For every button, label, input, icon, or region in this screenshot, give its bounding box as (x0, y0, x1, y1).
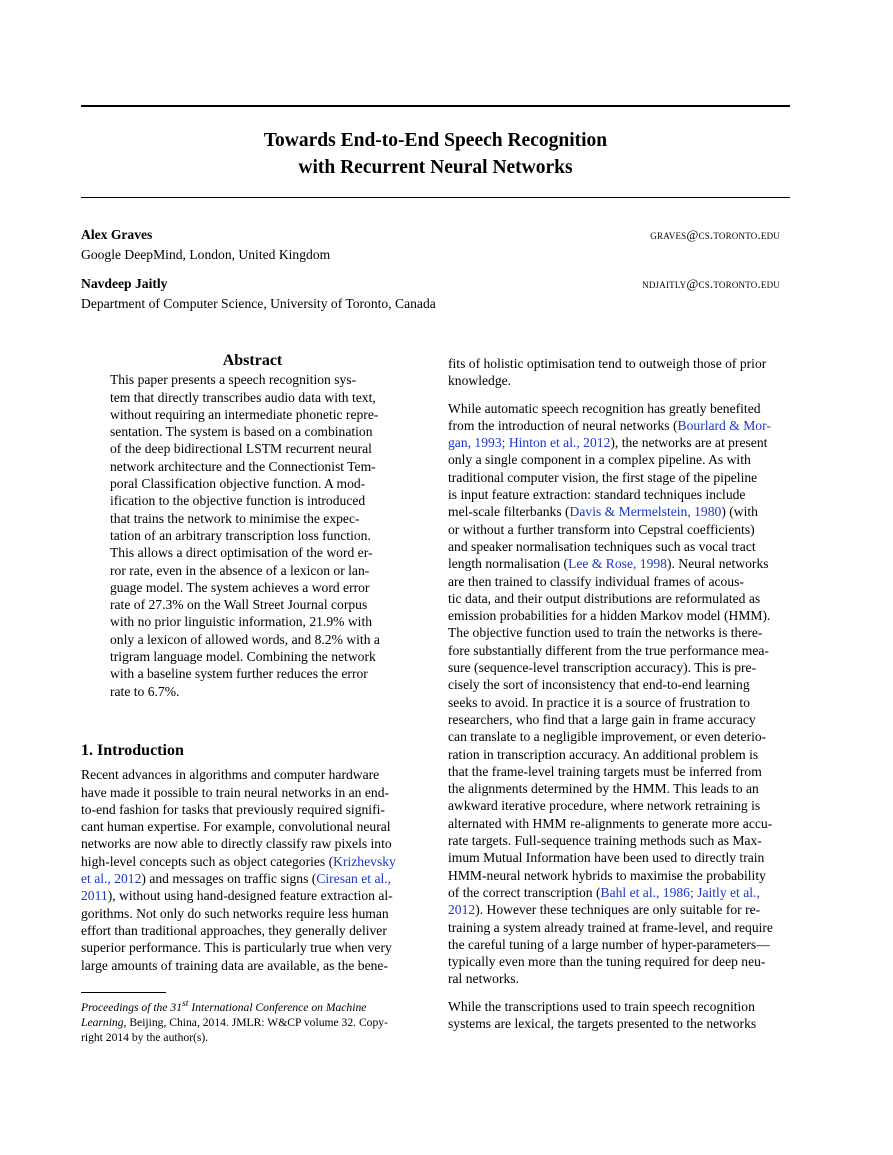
right-column (448, 355, 790, 1032)
text-line: effort than traditional approaches, they generally deliver (81, 922, 387, 938)
footnote-line (81, 996, 424, 1015)
text-line: large amounts of training data are available, as the bene- (81, 957, 388, 973)
abstract-line: tem that directly transcribes audio data with text, (110, 389, 376, 405)
paper-title (81, 127, 790, 181)
citation-link[interactable]: Ciresan et al., (316, 871, 392, 887)
intro-paragraph (81, 766, 424, 974)
footnote-sup: st (182, 998, 189, 1009)
text-line (81, 870, 424, 887)
text-line: gorithms. Not only do such networks require less human (81, 905, 389, 921)
text-line: are then trained to classify individual frames of acous- (448, 573, 744, 589)
text-line: emission probabilities for a hidden Markov model (HMM). (448, 608, 771, 624)
text-fragment: ). However these techniques are only suitable for re- (475, 902, 761, 918)
text-line: and speaker normalisation techniques such as vocal tract (448, 538, 756, 554)
abstract-line: poral Classification objective function. A mod- (110, 476, 366, 492)
text-line: awkward iterative procedure, where network retraining is (448, 798, 761, 814)
text-line: seeks to avoid. In practice it is a source of frustration to (448, 694, 750, 710)
section-heading: 1. Introduction (81, 742, 184, 759)
title-top-rule (81, 105, 790, 107)
citation-separator: ; (501, 435, 509, 451)
text-line (448, 884, 790, 901)
footnote-block (81, 992, 424, 1045)
footnote-conference: International Conference on Machine (188, 1000, 367, 1014)
abstract-line: rate of 27.3% on the Wall Street Journal corpus (110, 597, 368, 613)
citation-link[interactable]: Jaitly et al., (697, 884, 760, 900)
author-affiliation: Google DeepMind, London, United Kingdom (81, 247, 331, 262)
author-1 (81, 225, 780, 265)
paragraph (448, 400, 790, 988)
paragraph (448, 998, 790, 1033)
introduction-section (81, 742, 424, 974)
text-line: While the transcriptions used to train speech recognition (448, 998, 755, 1014)
footnote-text: , Beijing, China, 2014. JMLR: W&CP volume 32. Copy- (123, 1015, 388, 1029)
text-line: sure (sequence-level transcription accuracy). This is pre- (448, 660, 757, 676)
text-line: is input feature extraction: standard techniques include (448, 487, 746, 503)
text-line (81, 887, 424, 904)
citation-link[interactable]: Bourlard & Mor- (677, 417, 771, 433)
text-fragment: ), without using hand-designed feature extraction al- (107, 888, 393, 904)
text-line: alternated with HMM re-alignments to generate more accu- (448, 815, 773, 831)
abstract-line: of the deep bidirectional LSTM recurrent neural (110, 441, 372, 457)
text-line: knowledge. (448, 373, 512, 389)
citation-link[interactable]: Lee & Rose, 1998 (568, 556, 667, 572)
text-line: the careful tuning of a large number of hyper-parameters— (448, 936, 770, 952)
text-fragment: ). Neural networks (666, 556, 769, 572)
citation-link[interactable]: 2011 (81, 888, 108, 904)
text-fragment: from the introduction of neural networks ( (448, 417, 678, 433)
text-fragment: mel-scale filterbanks ( (448, 504, 570, 520)
text-line: or without a further transform into Cepstral coefficients) (448, 521, 755, 537)
author-affiliation: Department of Computer Science, University of Toronto, Canada (81, 296, 436, 311)
abstract-line: This allows a direct optimisation of the word er- (110, 545, 373, 561)
abstract-line: with no prior linguistic information, 21.9% with (110, 614, 373, 630)
author-2 (81, 274, 780, 314)
text-line: fore substantially different from the true performance mea- (448, 642, 769, 658)
abstract-line: ification to the objective function is introduced (110, 493, 366, 509)
text-line (448, 417, 790, 434)
text-line (448, 434, 790, 451)
text-fragment: ), the networks are at present (610, 435, 768, 451)
text-line: HMM-neural network hybrids to maximise the probability (448, 867, 766, 883)
citation-link[interactable]: Hinton et al., 2012 (508, 435, 611, 451)
text-fragment: of the correct transcription ( (448, 884, 601, 900)
text-line: the alignments determined by the HMM. This leads to an (448, 781, 759, 797)
abstract-line: This paper presents a speech recognition sys- (110, 372, 357, 388)
text-line: ration in transcription accuracy. An additional problem is (448, 746, 759, 762)
text-line: superior performance. This is particularly true when very (81, 940, 392, 956)
footnote-learning: Learning (81, 1015, 124, 1029)
text-line: systems are lexical, the targets presented to the networks (448, 1015, 757, 1031)
abstract-line: trigram language model. Combining the network (110, 649, 376, 665)
text-fragment: high-level concepts such as object categories (81, 853, 329, 869)
text-fragment: ) (with (721, 504, 758, 520)
title-line-1: Towards End-to-End Speech Recognition (263, 130, 608, 151)
text-line (81, 853, 424, 870)
text-line: cisely the sort of inconsistency that end-to-end learning (448, 677, 750, 693)
footnote-proceedings: Proceedings of the 31 (81, 1000, 182, 1014)
footnote-line: right 2014 by the author(s). (81, 1030, 209, 1044)
text-line: Recent advances in algorithms and computer hardware (81, 767, 380, 783)
text-line: While automatic speech recognition has greatly benefited (448, 400, 761, 416)
citation-link[interactable]: Davis & Mermelstein, 1980 (569, 504, 722, 520)
text-line: to-end fashion for tasks that previously required signifi- (81, 801, 385, 817)
author-name: Alex Graves (81, 227, 153, 242)
footnote (81, 996, 424, 1045)
abstract-line: without requiring an intermediate phonetic repre- (110, 406, 379, 422)
title-line-2: with Recurrent Neural Networks (298, 157, 573, 178)
abstract-line: tation of an arbitrary transcription loss function. (110, 527, 371, 543)
footnote-line (81, 1015, 424, 1030)
text-fragment: ) and messages on traffic signs ( (141, 871, 317, 887)
text-line: cant human expertise. For example, convolutional neural (81, 819, 391, 835)
text-line: only a single component in a complex pipeline. As with (448, 452, 751, 468)
citation-link[interactable]: Bahl et al., 1986 (600, 884, 690, 900)
citation-link[interactable]: et al., 2012 (81, 871, 142, 887)
citation-separator: ; (689, 884, 698, 900)
text-line: tic data, and their output distributions are reformulated as (448, 590, 761, 606)
abstract-line: guage model. The system achieves a word error (110, 579, 370, 595)
text-line (448, 503, 790, 520)
text-line: ral networks. (448, 971, 519, 987)
footnote-rule (81, 992, 166, 993)
text-fragment: length normalisation ( (448, 556, 569, 572)
text-line: researchers, who find that a large gain in frame accuracy (448, 711, 756, 727)
text-line: can translate to a negligible improvement, or even deterio- (448, 729, 767, 745)
text-line: imum Mutual Information have been used to directly train (448, 850, 765, 866)
abstract-line: network architecture and the Connectionist Tem- (110, 458, 376, 474)
author-email[interactable]: ndjaitly@cs.toronto.edu (642, 276, 780, 291)
text-line: training a system already trained at frame-level, and require (448, 919, 773, 935)
abstract-line: only a lexicon of allowed words, and 8.2% with a (110, 631, 380, 647)
text-line: rate targets. Full-sequence training methods such as Max- (448, 833, 762, 849)
abstract-line: with a baseline system further reduces the error (110, 666, 368, 682)
citation-link[interactable]: gan, 1993 (448, 435, 502, 451)
text-line: traditional computer vision, the first stage of the pipeline (448, 469, 758, 485)
text-line: fits of holistic optimisation tend to outweigh those of prior (448, 356, 767, 371)
citation-link[interactable]: 2012 (448, 902, 476, 918)
author-email[interactable]: graves@cs.toronto.edu (650, 227, 780, 242)
author-name: Navdeep Jaitly (81, 276, 168, 291)
text-line: The objective function used to train the networks is there- (448, 625, 763, 641)
text-line: typically even more than the tuning required for deep neu- (448, 954, 766, 970)
abstract-line: sentation. The system is based on a combination (110, 424, 373, 440)
abstract-line: rate to 6.7%. (110, 683, 180, 699)
abstract-line: that trains the network to minimise the expec- (110, 510, 360, 526)
abstract-line: ror rate, even in the absence of a lexicon or lan- (110, 562, 370, 578)
text-fragment: ( (328, 853, 334, 869)
citation-link[interactable]: Krizhevsky (333, 853, 396, 869)
continued-paragraph (448, 355, 790, 390)
text-line (448, 901, 790, 918)
text-line: have made it possible to train neural networks in an end- (81, 784, 390, 800)
abstract-body (110, 371, 395, 700)
left-column (81, 352, 424, 700)
abstract-heading: Abstract (222, 352, 283, 369)
text-line: that the frame-level training targets must be inferred from (448, 763, 762, 779)
title-bottom-rule (81, 197, 790, 198)
text-line (448, 555, 790, 572)
text-line: networks are now able to directly classify raw pixels into (81, 836, 392, 852)
